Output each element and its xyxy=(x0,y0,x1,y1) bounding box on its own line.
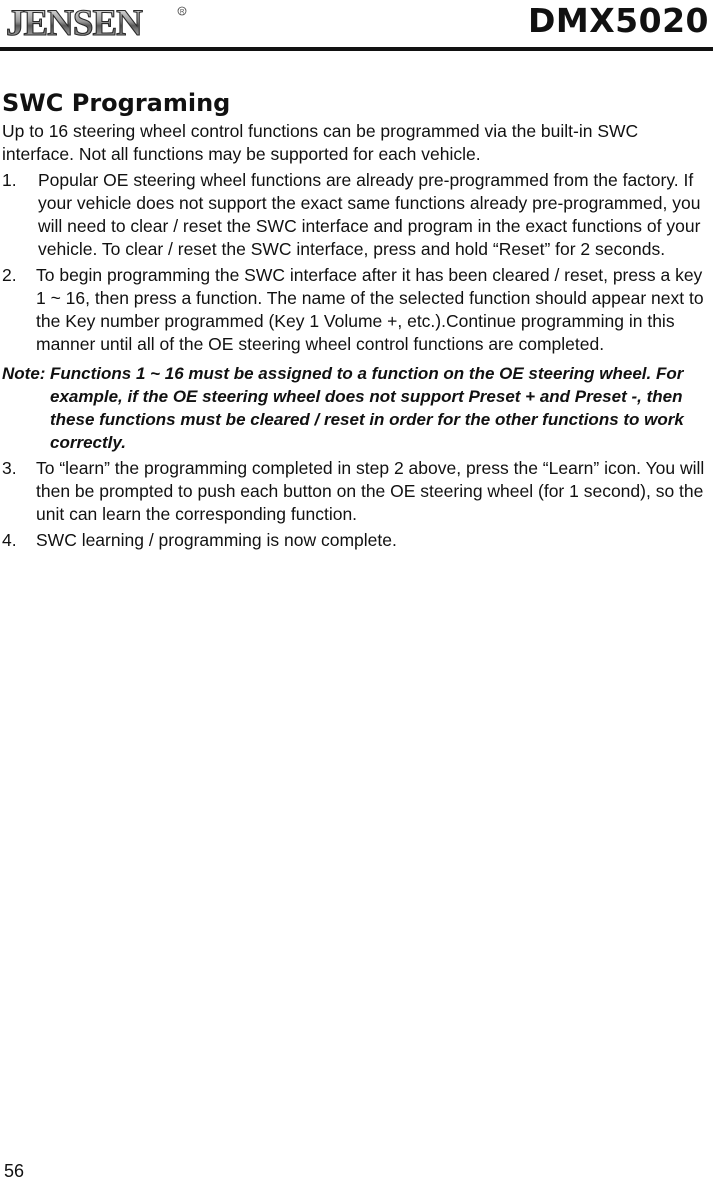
step-number: 3. xyxy=(2,458,17,478)
note-label: Note: xyxy=(2,364,46,383)
step-number: 2. xyxy=(2,265,17,285)
step-text: To begin programming the SWC interface after it has been cleared / reset, press a key 1 ~ 16, then press a function. The name of the selected function should appear next to the Key number programmed (Key 1 Volume +, etc.).Continue programming in this manner until all of the OE steering wheel control functions are completed. xyxy=(36,265,704,354)
step-item xyxy=(2,169,710,261)
note-text: Functions 1 ~ 16 must be assigned to a function on the OE steering wheel. For example, if the OE steering wheel does not support Preset + and Preset -, then these functions must be cleared / reset in order for the other functions to work correctly. xyxy=(50,364,684,452)
page-header xyxy=(0,0,713,52)
svg-text:JENSEN: JENSEN xyxy=(6,4,142,40)
note-block xyxy=(2,362,710,454)
step-text: Popular OE steering wheel functions are already pre-programmed from the factory. If your vehicle does not support the exact same functions already pre-programmed, you will need to clear / reset the SWC interface and program in the exact functions of your vehicle. To clear / reset the SWC interface, press and hold “Reset” for 2 seconds. xyxy=(38,170,701,259)
step-item xyxy=(2,457,710,526)
step-number: 1. xyxy=(2,170,17,190)
step-item xyxy=(2,529,710,552)
step-item xyxy=(2,264,710,356)
model-number: DMX5020 xyxy=(527,1,709,40)
intro-paragraph: Up to 16 steering wheel control functions can be programmed via the built-in SWC interface. Not all functions may be supported for each vehicle. xyxy=(2,121,639,164)
header-rule xyxy=(0,47,713,51)
step-text: To “learn” the programming completed in step 2 above, press the “Learn” icon. You will then be prompted to push each button on the OE steering wheel (for 1 second), so the unit can learn the corresponding function. xyxy=(36,458,705,524)
step-text: SWC learning / programming is now complete. xyxy=(36,530,397,550)
step-number: 4. xyxy=(2,530,17,550)
section-title: SWC Programing xyxy=(2,89,231,117)
document-body xyxy=(2,88,710,552)
svg-text:R: R xyxy=(180,9,185,16)
page-number: 56 xyxy=(4,1161,25,1181)
jensen-logo xyxy=(4,4,188,40)
